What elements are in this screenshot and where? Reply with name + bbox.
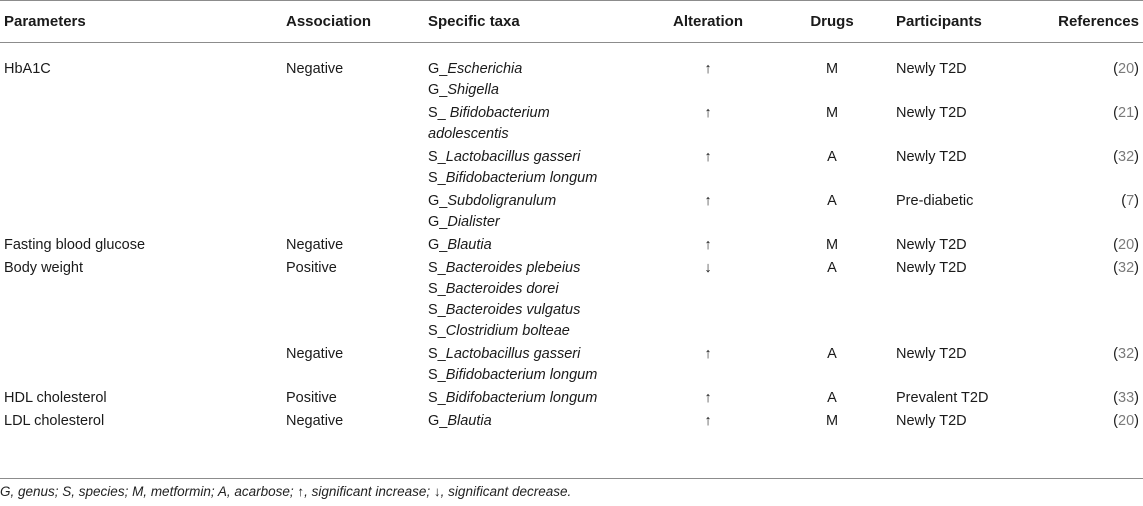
table-row <box>0 191 1143 235</box>
ref-close-paren: ) <box>1134 260 1139 276</box>
taxon-rank-prefix: S_ <box>428 302 446 318</box>
table-row <box>0 103 1143 147</box>
table-row <box>0 258 1143 344</box>
reference-citation[interactable] <box>1046 191 1139 212</box>
alteration-arrow: ↓ <box>704 260 712 276</box>
header-alteration: Alteration <box>672 13 743 30</box>
alteration-arrow: ↑ <box>704 413 712 429</box>
cell-alteration <box>644 191 772 235</box>
taxon-rank-prefix: S_ <box>428 260 446 276</box>
table-top-rule <box>0 0 1143 1</box>
association-text: Negative <box>286 237 344 253</box>
drug-code: A <box>827 260 837 276</box>
cell-association <box>282 388 424 411</box>
reference-number[interactable]: 20 <box>1118 237 1135 253</box>
cell-association <box>282 103 424 147</box>
cell-reference <box>1042 147 1143 191</box>
reference-number[interactable]: 33 <box>1118 390 1135 406</box>
cell-drug <box>772 103 892 147</box>
cell-reference <box>1042 43 1143 103</box>
ref-close-paren: ) <box>1134 149 1139 165</box>
header-drugs: Drugs <box>810 13 854 30</box>
association-text: Negative <box>286 61 344 77</box>
drug-code: A <box>827 390 837 406</box>
header-specific-taxa: Specific taxa <box>428 13 520 30</box>
taxon-rank-prefix: S_ <box>428 346 446 362</box>
cell-association <box>282 258 424 344</box>
cell-drug <box>772 147 892 191</box>
drug-code: M <box>825 105 839 121</box>
taxon-rank-prefix: S_ <box>428 390 446 406</box>
taxon-rank-prefix: S_ <box>428 149 446 165</box>
cell-association <box>282 235 424 258</box>
taxon-line <box>428 59 640 80</box>
reference-citation[interactable] <box>1046 388 1139 409</box>
parameter-text <box>4 344 278 365</box>
participants-text: Newly T2D <box>896 105 967 121</box>
table-row <box>0 43 1143 103</box>
cell-alteration <box>644 388 772 411</box>
taxon-line <box>428 212 640 233</box>
taxon-name: Bidifobacterium longum <box>445 390 598 406</box>
alteration-arrow: ↑ <box>704 390 712 406</box>
cell-specific-taxa <box>424 103 644 147</box>
cell-participants <box>892 235 1042 258</box>
ref-open-paren: ( <box>1113 413 1119 429</box>
cell-alteration <box>644 235 772 258</box>
table-footnote: G, genus; S, species; M, metformin; A, acarbose; ↑, significant increase; ↓, significant decrease. <box>0 484 572 499</box>
taxon-line <box>428 124 640 145</box>
cell-drug <box>772 191 892 235</box>
taxon-rank-prefix: S_ <box>428 105 450 121</box>
ref-open-paren: ( <box>1113 61 1119 77</box>
participants-text: Newly T2D <box>896 346 967 362</box>
taxon-name: Subdoligranulum <box>447 193 557 209</box>
cell-parameter <box>0 388 282 411</box>
cell-association <box>282 344 424 388</box>
taxon-name: Shigella <box>447 82 499 98</box>
ref-open-paren: ( <box>1113 149 1119 165</box>
ref-open-paren: ( <box>1113 237 1119 253</box>
drug-code: A <box>827 149 837 165</box>
ref-open-paren: ( <box>1113 105 1119 121</box>
parameter-text: Fasting blood glucose <box>4 237 146 253</box>
drug-code: M <box>825 237 839 253</box>
drug-code: A <box>827 346 837 362</box>
taxon-line <box>428 365 640 386</box>
parameter-text <box>4 103 278 124</box>
taxon-line <box>428 235 640 256</box>
cell-parameter <box>0 191 282 235</box>
ref-close-paren: ) <box>1134 413 1139 429</box>
table-body <box>0 43 1143 434</box>
cell-drug <box>772 43 892 103</box>
reference-citation[interactable] <box>1046 59 1139 80</box>
table-header-row <box>0 0 1143 43</box>
taxon-rank-prefix: G_ <box>428 61 448 77</box>
taxon-line <box>428 279 640 300</box>
taxon-name: Bacteroides dorei <box>445 281 559 297</box>
participants-text: Newly T2D <box>896 237 967 253</box>
parameter-text: HbA1C <box>4 61 51 77</box>
ref-open-paren: ( <box>1121 193 1127 209</box>
ref-close-paren: ) <box>1134 105 1139 121</box>
header-participants: Participants <box>896 13 982 30</box>
association-text <box>286 147 420 168</box>
cell-reference <box>1042 235 1143 258</box>
taxon-line <box>428 300 640 321</box>
association-text <box>286 103 420 124</box>
taxon-line <box>428 191 640 212</box>
cell-reference <box>1042 258 1143 344</box>
table-row <box>0 388 1143 411</box>
ref-close-paren: ) <box>1134 237 1139 253</box>
cell-alteration <box>644 411 772 434</box>
ref-open-paren: ( <box>1113 346 1119 362</box>
taxon-line <box>428 147 640 168</box>
taxon-rank-prefix: G_ <box>428 193 448 209</box>
cell-reference <box>1042 411 1143 434</box>
taxon-rank-prefix: S_ <box>428 367 446 383</box>
table-row <box>0 411 1143 434</box>
cell-parameter <box>0 147 282 191</box>
taxon-name: Escherichia <box>447 61 523 77</box>
taxon-rank-prefix: G_ <box>428 214 448 230</box>
reference-number[interactable]: 20 <box>1118 61 1135 77</box>
alteration-arrow: ↑ <box>704 346 712 362</box>
association-text: Positive <box>286 390 337 406</box>
reference-citation[interactable] <box>1046 235 1139 256</box>
ref-close-paren: ) <box>1134 193 1139 209</box>
taxon-line <box>428 168 640 189</box>
drug-code: A <box>827 193 837 209</box>
taxon-line <box>428 388 640 409</box>
cell-association <box>282 411 424 434</box>
parameter-text: LDL cholesterol <box>4 413 105 429</box>
cell-specific-taxa <box>424 388 644 411</box>
drug-code: M <box>825 413 839 429</box>
taxon-name: adolescentis <box>428 126 509 142</box>
taxon-name: Bacteroides vulgatus <box>445 302 581 318</box>
ref-close-paren: ) <box>1134 61 1139 77</box>
association-text: Negative <box>286 346 344 362</box>
ref-close-paren: ) <box>1134 346 1139 362</box>
cell-alteration <box>644 258 772 344</box>
association-text: Positive <box>286 260 337 276</box>
taxon-name: Dialister <box>447 214 500 230</box>
parameter-text <box>4 191 278 212</box>
association-text <box>286 191 420 212</box>
cell-drug <box>772 388 892 411</box>
cell-parameter <box>0 344 282 388</box>
cell-drug <box>772 258 892 344</box>
cell-participants <box>892 147 1042 191</box>
taxon-rank-prefix: G_ <box>428 82 448 98</box>
ref-open-paren: ( <box>1113 390 1119 406</box>
cell-drug <box>772 235 892 258</box>
header-references: References <box>1058 13 1139 30</box>
reference-number[interactable]: 21 <box>1118 105 1135 121</box>
cell-specific-taxa <box>424 43 644 103</box>
reference-citation[interactable] <box>1046 103 1139 124</box>
parameter-text <box>4 147 278 168</box>
cell-reference <box>1042 344 1143 388</box>
cell-participants <box>892 191 1042 235</box>
taxon-name: Lactobacillus gasseri <box>445 346 581 362</box>
participants-text: Newly T2D <box>896 61 967 77</box>
association-text: Negative <box>286 413 344 429</box>
taxon-rank-prefix: S_ <box>428 170 446 186</box>
taxon-name: Blautia <box>447 413 492 429</box>
taxon-rank-prefix: S_ <box>428 323 446 339</box>
reference-citation[interactable] <box>1046 344 1139 365</box>
participants-text: Prevalent T2D <box>896 390 989 406</box>
taxon-name: Bacteroides plebeius <box>445 260 581 276</box>
cell-participants <box>892 411 1042 434</box>
cell-drug <box>772 344 892 388</box>
taxon-line <box>428 321 640 342</box>
alteration-arrow: ↑ <box>704 237 712 253</box>
cell-specific-taxa <box>424 191 644 235</box>
taxon-name: Bifidobacterium <box>449 105 550 121</box>
taxon-name: Bifidobacterium longum <box>445 170 598 186</box>
taxon-name: Bifidobacterium longum <box>445 367 598 383</box>
cell-association <box>282 43 424 103</box>
alteration-arrow: ↑ <box>704 149 712 165</box>
cell-specific-taxa <box>424 344 644 388</box>
cell-alteration <box>644 103 772 147</box>
cell-association <box>282 147 424 191</box>
cell-alteration <box>644 43 772 103</box>
reference-number[interactable]: 20 <box>1118 413 1135 429</box>
reference-number[interactable]: 7 <box>1126 193 1135 209</box>
cell-parameter <box>0 43 282 103</box>
cell-participants <box>892 103 1042 147</box>
drug-code: M <box>825 61 839 77</box>
taxon-rank-prefix: G_ <box>428 413 448 429</box>
parameter-text: HDL cholesterol <box>4 390 107 406</box>
cell-parameter <box>0 258 282 344</box>
table-row <box>0 344 1143 388</box>
participants-text: Newly T2D <box>896 149 967 165</box>
reference-number[interactable]: 32 <box>1118 346 1135 362</box>
parameter-text: Body weight <box>4 260 83 276</box>
cell-drug <box>772 411 892 434</box>
alteration-arrow: ↑ <box>704 105 712 121</box>
cell-parameter <box>0 235 282 258</box>
taxon-line <box>428 103 640 124</box>
cell-participants <box>892 43 1042 103</box>
cell-specific-taxa <box>424 235 644 258</box>
table-row <box>0 235 1143 258</box>
reference-number[interactable]: 32 <box>1118 260 1135 276</box>
cell-parameter <box>0 411 282 434</box>
cell-reference <box>1042 191 1143 235</box>
cell-alteration <box>644 147 772 191</box>
header-parameters: Parameters <box>4 13 86 30</box>
table-header-rule <box>0 42 1143 43</box>
table-bottom-rule <box>0 478 1143 479</box>
cell-reference <box>1042 388 1143 411</box>
cell-participants <box>892 344 1042 388</box>
participants-text: Newly T2D <box>896 260 967 276</box>
reference-citation[interactable] <box>1046 147 1139 168</box>
cell-parameter <box>0 103 282 147</box>
cell-alteration <box>644 344 772 388</box>
participants-text: Newly T2D <box>896 413 967 429</box>
taxon-name: Blautia <box>447 237 492 253</box>
reference-citation[interactable] <box>1046 258 1139 279</box>
cell-participants <box>892 388 1042 411</box>
alteration-arrow: ↑ <box>704 61 712 77</box>
cell-specific-taxa <box>424 411 644 434</box>
header-association: Association <box>286 13 372 30</box>
taxon-name: Lactobacillus gasseri <box>445 149 581 165</box>
cell-specific-taxa <box>424 258 644 344</box>
reference-citation[interactable] <box>1046 411 1139 432</box>
cell-participants <box>892 258 1042 344</box>
ref-open-paren: ( <box>1113 260 1119 276</box>
cell-association <box>282 191 424 235</box>
ref-close-paren: ) <box>1134 390 1139 406</box>
taxon-rank-prefix: G_ <box>428 237 448 253</box>
taxon-line <box>428 80 640 101</box>
taxon-line <box>428 258 640 279</box>
taxon-rank-prefix: S_ <box>428 281 446 297</box>
cell-reference <box>1042 103 1143 147</box>
table-row <box>0 147 1143 191</box>
alteration-arrow: ↑ <box>704 193 712 209</box>
cell-specific-taxa <box>424 147 644 191</box>
reference-number[interactable]: 32 <box>1118 149 1135 165</box>
taxon-line <box>428 411 640 432</box>
participants-text: Pre-diabetic <box>896 193 974 209</box>
taxon-name: Clostridium bolteae <box>445 323 570 339</box>
taxon-line <box>428 344 640 365</box>
